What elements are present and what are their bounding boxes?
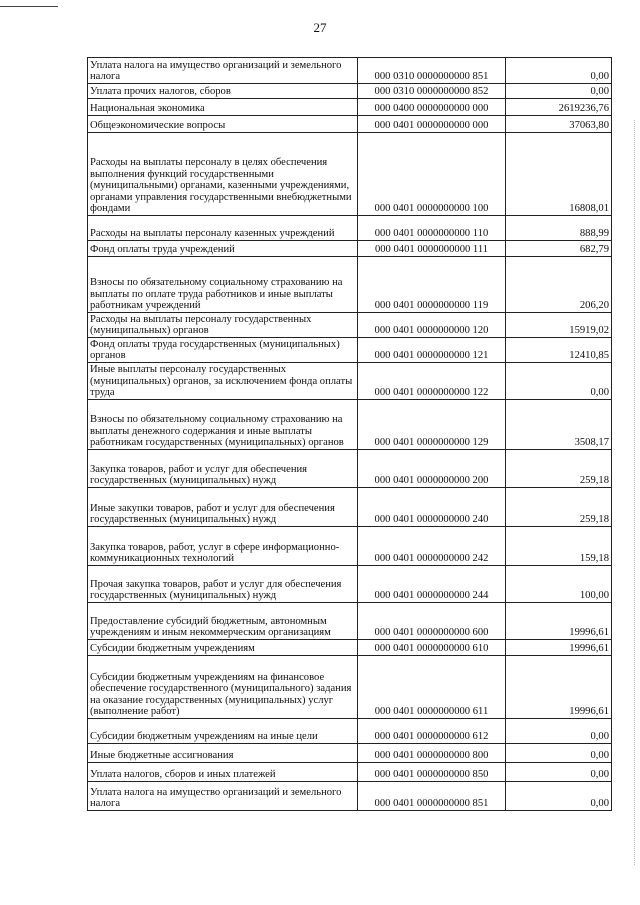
row-code: 000 0401 0000000000 110 [358, 216, 506, 241]
table-row [88, 84, 612, 99]
row-code: 000 0401 0000000000 200 [358, 450, 506, 488]
table-row [88, 116, 612, 133]
row-amount: 159,18 [506, 527, 612, 566]
row-amount: 259,18 [506, 488, 612, 527]
row-code: 000 0401 0000000000 240 [358, 488, 506, 527]
row-code: 000 0401 0000000000 122 [358, 363, 506, 400]
row-amount: 0,00 [506, 744, 612, 763]
row-amount: 3508,17 [506, 400, 612, 450]
page-number: 27 [313, 20, 327, 35]
row-code: 000 0310 0000000000 852 [358, 84, 506, 99]
row-name: Субсидии бюджетным учреждениям на финансовое обеспечение государственного (муниципального) задания на оказание государственных (муниципальных) услуг (выполнение работ) [88, 656, 358, 719]
row-amount: 259,18 [506, 450, 612, 488]
table-row [88, 763, 612, 782]
row-amount: 2619236,76 [506, 99, 612, 116]
row-amount: 37063,80 [506, 116, 612, 133]
table-row [88, 133, 612, 216]
row-amount: 0,00 [506, 363, 612, 400]
row-amount: 0,00 [506, 719, 612, 744]
row-amount: 19996,61 [506, 640, 612, 656]
row-name: Взносы по обязательному социальному страхованию на выплаты по оплате труда работников и иные выплаты работникам учреждений [88, 257, 358, 313]
table-row [88, 450, 612, 488]
row-code: 000 0401 0000000000 121 [358, 338, 506, 363]
row-name: Национальная экономика [88, 99, 358, 116]
table-row [88, 603, 612, 640]
row-name: Субсидии бюджетным учреждениям [88, 640, 358, 656]
budget-table [87, 57, 612, 811]
row-name: Иные бюджетные ассигнования [88, 744, 358, 763]
row-code: 000 0401 0000000000 119 [358, 257, 506, 313]
budget-table-body [88, 58, 612, 811]
row-name: Закупка товаров, работ, услуг в сфере информационно-коммуникационных технологий [88, 527, 358, 566]
row-amount: 19996,61 [506, 656, 612, 719]
table-row [88, 338, 612, 363]
row-name: Расходы на выплаты персоналу в целях обеспечения выполнения функций государственными (муниципальными) органами, казенными учреждениями, органами управления государственными внебюджетными фондами [88, 133, 358, 216]
row-name: Уплата налога на имущество организаций и земельного налога [88, 58, 358, 84]
row-code: 000 0401 0000000000 611 [358, 656, 506, 719]
row-name: Прочая закупка товаров, работ и услуг для обеспечения государственных (муниципальных) нужд [88, 566, 358, 603]
table-row [88, 527, 612, 566]
row-code: 000 0401 0000000000 610 [358, 640, 506, 656]
row-code: 000 0401 0000000000 129 [358, 400, 506, 450]
row-name: Уплата налогов, сборов и иных платежей [88, 763, 358, 782]
row-amount: 100,00 [506, 566, 612, 603]
row-name: Фонд оплаты труда учреждений [88, 241, 358, 257]
row-name: Расходы на выплаты персоналу казенных учреждений [88, 216, 358, 241]
row-name: Фонд оплаты труда государственных (муниципальных) органов [88, 338, 358, 363]
table-row [88, 744, 612, 763]
row-code: 000 0401 0000000000 111 [358, 241, 506, 257]
table-row [88, 640, 612, 656]
row-amount: 0,00 [506, 763, 612, 782]
row-name: Уплата прочих налогов, сборов [88, 84, 358, 99]
row-name: Расходы на выплаты персоналу государственных (муниципальных) органов [88, 313, 358, 338]
scan-margin-mark [634, 120, 636, 865]
row-code: 000 0310 0000000000 851 [358, 58, 506, 84]
row-code: 000 0401 0000000000 244 [358, 566, 506, 603]
table-row [88, 58, 612, 84]
row-name: Субсидии бюджетным учреждениям на иные цели [88, 719, 358, 744]
row-code: 000 0401 0000000000 800 [358, 744, 506, 763]
row-amount: 0,00 [506, 58, 612, 84]
row-amount: 888,99 [506, 216, 612, 241]
row-code: 000 0401 0000000000 000 [358, 116, 506, 133]
row-code: 000 0401 0000000000 100 [358, 133, 506, 216]
row-code: 000 0401 0000000000 850 [358, 763, 506, 782]
table-row [88, 566, 612, 603]
row-amount: 12410,85 [506, 338, 612, 363]
row-name: Закупка товаров, работ и услуг для обеспечения государственных (муниципальных) нужд [88, 450, 358, 488]
table-row [88, 488, 612, 527]
row-code: 000 0401 0000000000 120 [358, 313, 506, 338]
row-code: 000 0400 0000000000 000 [358, 99, 506, 116]
row-code: 000 0401 0000000000 612 [358, 719, 506, 744]
row-name: Уплата налога на имущество организаций и земельного налога [88, 782, 358, 811]
table-row [88, 216, 612, 241]
table-row [88, 719, 612, 744]
row-amount: 15919,02 [506, 313, 612, 338]
row-code: 000 0401 0000000000 851 [358, 782, 506, 811]
header-rule [0, 6, 58, 7]
row-name: Иные закупки товаров, работ и услуг для обеспечения государственных (муниципальных) нужд [88, 488, 358, 527]
table-row [88, 782, 612, 811]
table-row [88, 257, 612, 313]
row-amount: 206,20 [506, 257, 612, 313]
row-amount: 19996,61 [506, 603, 612, 640]
row-code: 000 0401 0000000000 600 [358, 603, 506, 640]
row-name: Общеэкономические вопросы [88, 116, 358, 133]
table-row [88, 99, 612, 116]
row-name: Предоставление субсидий бюджетным, автономным учреждениям и иным некоммерческим организациям [88, 603, 358, 640]
row-name: Иные выплаты персоналу государственных (муниципальных) органов, за исключением фонда оплаты труда [88, 363, 358, 400]
row-amount: 682,79 [506, 241, 612, 257]
row-amount: 0,00 [506, 782, 612, 811]
row-amount: 16808,01 [506, 133, 612, 216]
table-row [88, 400, 612, 450]
table-row [88, 241, 612, 257]
row-name: Взносы по обязательному социальному страхованию на выплаты денежного содержания и иные выплаты работникам государственных (муниципальных) органов [88, 400, 358, 450]
row-code: 000 0401 0000000000 242 [358, 527, 506, 566]
table-row [88, 363, 612, 400]
table-row [88, 656, 612, 719]
table-row [88, 313, 612, 338]
row-amount: 0,00 [506, 84, 612, 99]
